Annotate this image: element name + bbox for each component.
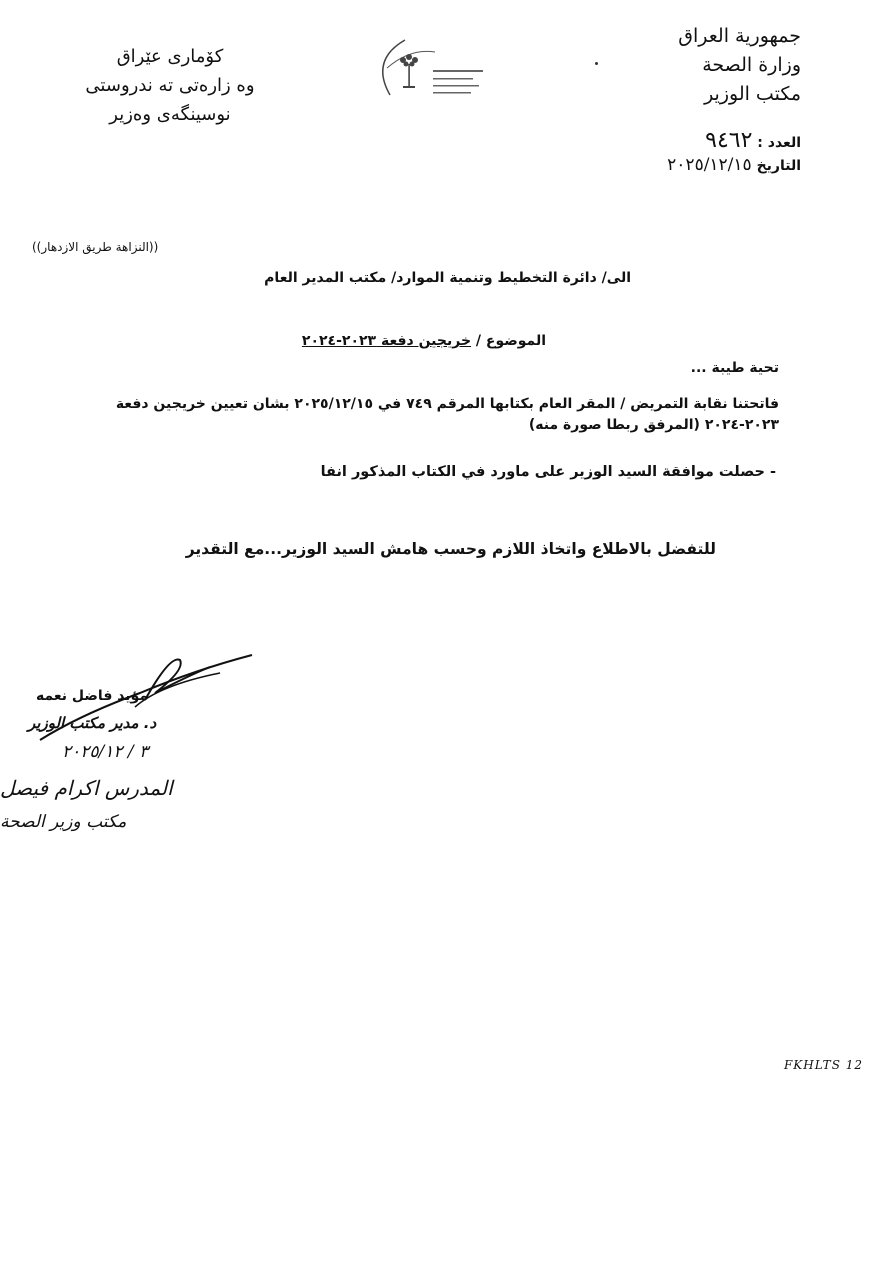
greeting: تحية طيبة ... xyxy=(690,360,779,376)
reference-number-value: ٩٤٦٢ xyxy=(705,128,753,153)
subject-line xyxy=(302,333,546,349)
signatory-name: مؤيد فاضل نعمه xyxy=(36,688,149,704)
ministry-logo xyxy=(365,30,515,110)
reference-date-value: ٢٠٢٥/١٢/١٥ xyxy=(667,155,752,175)
header-ku-office: نوسینگەی وەزیر xyxy=(109,104,231,125)
handwritten-office: مكتب وزير الصحة xyxy=(0,812,127,832)
header-arabic xyxy=(561,22,801,109)
reference-number-label: العدد : xyxy=(757,135,801,151)
header-kurdish xyxy=(70,42,270,129)
closing-line: للتفضل بالاطلاع واتخاذ اللازم وحسب هامش السيد الوزير...مع التقدير xyxy=(185,540,716,558)
header-ar-office: مكتب الوزير xyxy=(704,83,801,105)
reference-block xyxy=(667,130,801,177)
header-ar-country: جمهورية العراق xyxy=(678,25,801,47)
reference-number-row xyxy=(667,130,801,154)
motto: ((النزاهة طريق الازدهار)) xyxy=(32,240,159,254)
footer-code: FKHLTS 12 xyxy=(783,1058,863,1072)
signatory-title: د. مدير مكتب الوزير xyxy=(28,714,157,732)
header-ku-ministry: وه زارەتی ته ندروستی xyxy=(85,75,255,96)
header-ku-country: كۆماری عێراق xyxy=(116,46,224,67)
approval-bullet: - حصلت موافقة السيد الوزير على ماورد في الكتاب المذكور انفا xyxy=(320,464,776,480)
reference-date-row xyxy=(667,154,801,177)
reference-date-label: التاريخ xyxy=(756,158,801,174)
body-line-2: ٢٠٢٣-٢٠٢٤ (المرفق ربطا صورة منه) xyxy=(528,417,779,433)
handwritten-name: المدرس اكرام فيصل xyxy=(0,776,173,800)
handwritten-date: ٣ / ٢٠٢٥/١٢ xyxy=(62,742,149,762)
header-ar-ministry: وزارة الصحة xyxy=(702,54,801,76)
dot-mark xyxy=(595,62,598,65)
subject-text: خريجين دفعة ٢٠٢٣-٢٠٢٤ xyxy=(301,333,472,349)
body-line-1: فاتحتنا نقابة التمريض / المقر العام بكتابها المرقم ٧٤٩ في ٢٠٢٥/١٢/١٥ بشان تعيين خريجين دفعة xyxy=(115,396,779,412)
addressee: الى/ دائرة التخطيط وتنمية الموارد/ مكتب المدير العام xyxy=(264,270,631,286)
subject-label: الموضوع / xyxy=(475,333,546,349)
